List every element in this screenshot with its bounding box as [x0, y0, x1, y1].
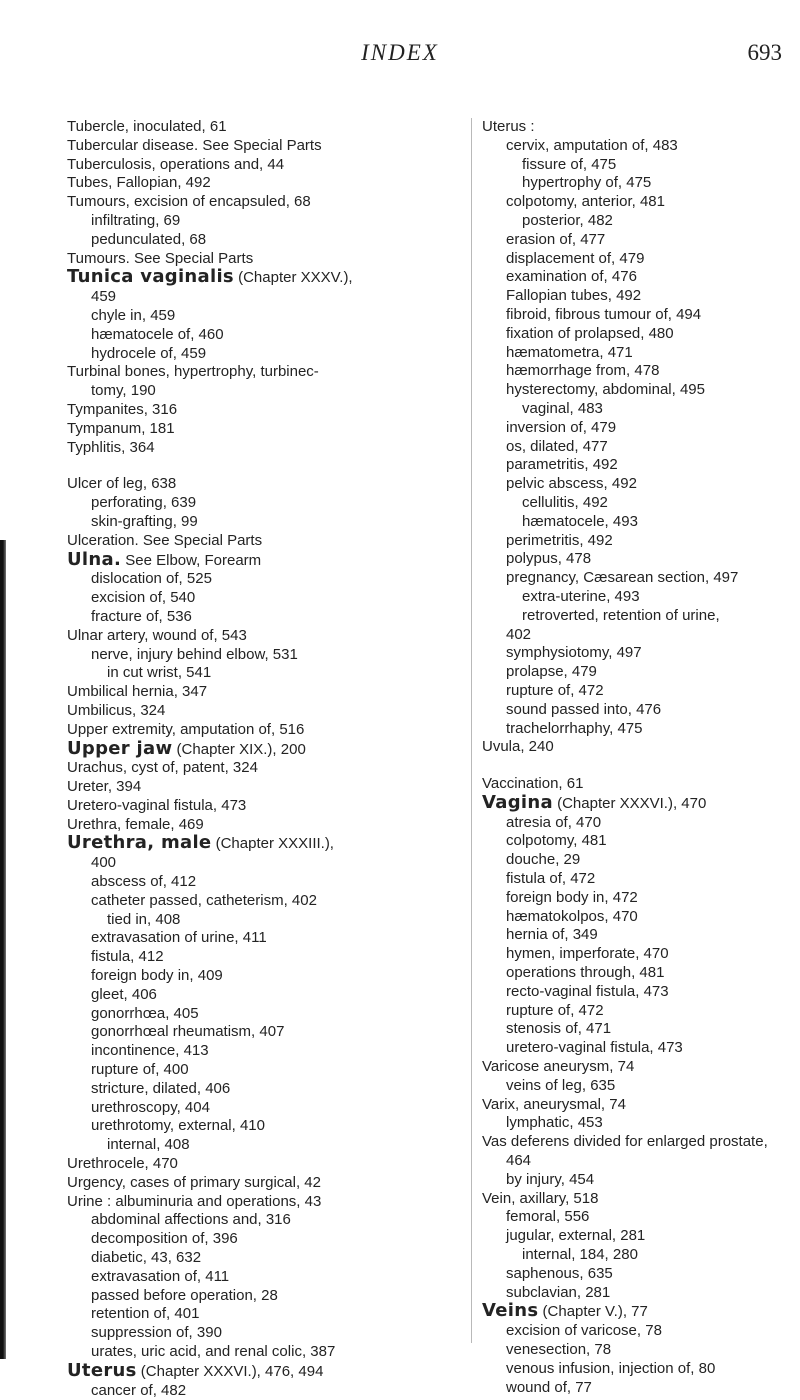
index-subentry: internal, 184, 280 — [522, 1246, 638, 1264]
index-subentry: jugular, external, 281 — [506, 1227, 646, 1245]
index-subentry: fistula of, 472 — [506, 870, 596, 888]
index-entry: Tympanites, 316 — [67, 400, 178, 418]
index-entry: Tubercular disease. See Special Parts — [67, 136, 322, 154]
index-heading-detail: (Chapter XXXV.), — [233, 269, 353, 287]
index-entry: Vas deferens divided for enlarged prostate, — [482, 1133, 768, 1151]
index-heading-detail: (Chapter XIX.), 200 — [172, 740, 306, 758]
index-subentry: foreign body in, 472 — [506, 888, 638, 906]
index-subentry: gonorrhœa, 405 — [91, 1004, 199, 1022]
index-entry: Urethrocele, 470 — [67, 1155, 178, 1173]
index-subentry: infiltrating, 69 — [91, 211, 181, 229]
index-subentry: urethrotomy, external, 410 — [91, 1117, 265, 1135]
index-subentry: excision of, 540 — [91, 589, 196, 607]
index-subentry: tomy, 190 — [91, 382, 156, 400]
index-heading-detail: See Elbow, Forearm — [121, 551, 262, 569]
index-subentry: 459 — [91, 288, 117, 306]
index-subentry: 402 — [506, 625, 532, 643]
index-subentry: posterior, 482 — [522, 211, 613, 229]
index-subentry: by injury, 454 — [506, 1170, 595, 1188]
index-subentry: pregnancy, Cæsarean section, 497 — [506, 569, 739, 587]
index-subentry: extravasation of, 411 — [91, 1267, 230, 1285]
index-subentry: fixation of prolapsed, 480 — [506, 324, 674, 342]
index-subentry: inversion of, 479 — [506, 418, 617, 436]
index-subentry: hæmatometra, 471 — [506, 343, 633, 361]
index-subentry: internal, 408 — [107, 1136, 190, 1154]
index-subentry: fissure of, 475 — [522, 155, 617, 173]
index-subentry: passed before operation, 28 — [91, 1286, 278, 1304]
index-subentry: hymen, imperforate, 470 — [506, 945, 669, 963]
index-subentry: prolapse, 479 — [506, 663, 597, 681]
index-subentry: perimetritis, 492 — [506, 531, 613, 549]
index-subentry: hysterectomy, abdominal, 495 — [506, 381, 705, 399]
index-subentry: rupture of, 472 — [506, 681, 604, 699]
index-subentry: abscess of, 412 — [91, 873, 197, 891]
index-subentry: perforating, 639 — [91, 494, 197, 512]
index-entry: Umbilicus, 324 — [67, 701, 166, 719]
index-subentry: displacement of, 479 — [506, 249, 645, 267]
index-subentry: cellulitis, 492 — [522, 493, 608, 511]
index-entry: Urine : albuminuria and operations, 43 — [67, 1192, 322, 1210]
index-entry: Uretero-vaginal fistula, 473 — [67, 796, 247, 814]
index-entry — [67, 834, 452, 854]
index-subentry: decomposition of, 396 — [91, 1230, 238, 1248]
index-subentry: veins of leg, 635 — [506, 1076, 616, 1094]
page-title: INDEX — [361, 40, 439, 65]
index-heading: Ulna. — [67, 548, 122, 570]
index-subentry: polypus, 478 — [506, 550, 592, 568]
index-entry: Urgency, cases of primary surgical, 42 — [67, 1173, 321, 1191]
index-entry: Uvula, 240 — [482, 738, 554, 756]
index-subentry: stricture, dilated, 406 — [91, 1079, 231, 1097]
index-subentry: erasion of, 477 — [506, 230, 606, 248]
index-subentry: urates, uric acid, and renal colic, 387 — [91, 1343, 336, 1360]
index-subentry: vaginal, 483 — [522, 399, 603, 417]
index-entry: Varicose aneurysm, 74 — [482, 1058, 635, 1076]
index-subentry: uretero-vaginal fistula, 473 — [506, 1039, 683, 1057]
index-subentry: gleet, 406 — [91, 985, 157, 1003]
index-entry: Urethra, female, 469 — [67, 815, 204, 833]
index-subentry: Fallopian tubes, 492 — [506, 287, 642, 305]
index-entry: Upper extremity, amputation of, 516 — [67, 720, 305, 738]
index-subentry: chyle in, 459 — [91, 306, 176, 324]
index-entry: Tubes, Fallopian, 492 — [67, 174, 211, 192]
index-entry: Uterus : — [482, 118, 535, 135]
page-header — [0, 40, 800, 70]
index-subentry: incontinence, 413 — [91, 1042, 209, 1060]
index-heading-detail: (Chapter XXXVI.), 470 — [552, 794, 707, 812]
index-heading: Upper jaw — [67, 737, 173, 759]
index-subentry: stenosis of, 471 — [506, 1020, 612, 1038]
index-subentry: saphenous, 635 — [506, 1264, 613, 1282]
page-edge-shadow — [0, 540, 6, 1359]
index-subentry: venous infusion, injection of, 80 — [506, 1359, 716, 1377]
index-entry: Tuberculosis, operations and, 44 — [67, 155, 285, 173]
index-subentry: excision of varicose, 78 — [506, 1322, 662, 1340]
index-subentry: pedunculated, 68 — [91, 230, 207, 248]
index-subentry: retroverted, retention of urine, — [522, 606, 720, 624]
index-entry: Vein, axillary, 518 — [482, 1189, 599, 1207]
index-subentry: pelvic abscess, 492 — [506, 475, 637, 493]
index-subentry: suppression of, 390 — [91, 1324, 222, 1342]
index-subentry: os, dilated, 477 — [506, 437, 608, 455]
index-column-right — [482, 118, 787, 1397]
index-subentry: recto-vaginal fistula, 473 — [506, 982, 669, 1000]
index-entry: Ulnar artery, wound of, 543 — [67, 626, 247, 644]
index-entry — [67, 268, 452, 288]
index-subentry: atresia of, 470 — [506, 813, 602, 831]
index-subentry: wound of, 77 — [506, 1378, 592, 1396]
index-subentry: fibroid, fibrous tumour of, 494 — [506, 305, 702, 323]
index-entry: Ulcer of leg, 638 — [67, 475, 177, 493]
index-heading: Tunica vaginalis — [67, 266, 234, 288]
index-subentry: subclavian, 281 — [506, 1283, 611, 1301]
index-subentry: extravasation of urine, 411 — [91, 929, 267, 947]
index-subentry: hydrocele of, 459 — [91, 344, 207, 362]
index-subentry: extra-uterine, 493 — [522, 587, 640, 605]
index-subentry: trachelorrhaphy, 475 — [506, 719, 643, 737]
index-subentry: hæmatokolpos, 470 — [506, 907, 638, 925]
index-subentry: gonorrhœal rheumatism, 407 — [91, 1023, 285, 1041]
index-subentry: catheter passed, catheterism, 402 — [91, 891, 317, 909]
index-subentry: tied in, 408 — [107, 910, 181, 928]
index-subentry: fistula, 412 — [91, 948, 164, 966]
index-heading: Veins — [482, 1300, 539, 1322]
index-subentry: douche, 29 — [506, 851, 581, 869]
index-subentry: skin-grafting, 99 — [91, 512, 198, 530]
index-subentry: examination of, 476 — [506, 268, 637, 286]
index-heading-detail: (Chapter XXXIII.), — [211, 835, 334, 853]
page-number: 693 — [747, 40, 782, 65]
index-entry — [67, 1359, 452, 1382]
index-entry: Tubercle, inoculated, 61 — [67, 118, 227, 135]
index-entry: Ureter, 394 — [67, 778, 142, 796]
index-entry: Tympanum, 181 — [67, 419, 175, 437]
index-subentry: rupture of, 400 — [91, 1061, 189, 1079]
index-heading-detail: (Chapter V.), 77 — [538, 1303, 648, 1321]
index-subentry: 400 — [91, 854, 117, 872]
index-subentry: venesection, 78 — [506, 1341, 612, 1358]
index-heading: Uterus — [67, 1359, 137, 1381]
index-subentry: nerve, injury behind elbow, 531 — [91, 645, 298, 663]
index-entry: Varix, aneurysmal, 74 — [482, 1095, 626, 1113]
index-entry — [67, 548, 452, 571]
index-subentry: fracture of, 536 — [91, 607, 192, 625]
index-entry: Urachus, cyst of, patent, 324 — [67, 759, 258, 777]
index-subentry: in cut wrist, 541 — [107, 664, 212, 682]
index-entry: Ulceration. See Special Parts — [67, 531, 263, 549]
index-subentry: rupture of, 472 — [506, 1001, 604, 1019]
index-entry: Typhlitis, 364 — [67, 438, 155, 456]
index-entry: Tumours, excision of encapsuled, 68 — [67, 193, 311, 211]
index-entry: Vaccination, 61 — [482, 775, 584, 793]
index-subentry: hæmatocele of, 460 — [91, 325, 224, 343]
index-subentry: urethroscopy, 404 — [91, 1098, 210, 1116]
index-subentry: femoral, 556 — [506, 1208, 590, 1226]
index-subentry: symphysiotomy, 497 — [506, 644, 642, 662]
index-column-left — [67, 118, 452, 1400]
index-subentry: cancer of, 482 — [91, 1381, 187, 1399]
index-subentry: lymphatic, 453 — [506, 1114, 603, 1132]
index-subentry: cervix, amputation of, 483 — [506, 136, 678, 154]
index-subentry: parametritis, 492 — [506, 456, 618, 474]
index-subentry: foreign body in, 409 — [91, 967, 223, 985]
index-subentry: abdominal affections and, 316 — [91, 1211, 291, 1229]
index-subentry: diabetic, 43, 632 — [91, 1249, 202, 1267]
index-entry: Tumours. See Special Parts — [67, 249, 254, 267]
index-heading: Urethra, male — [67, 832, 212, 854]
index-subentry: hæmorrhage from, 478 — [506, 362, 660, 380]
index-subentry: hernia of, 349 — [506, 926, 598, 944]
index-entry: Turbinal bones, hypertrophy, turbinec- — [67, 363, 319, 381]
index-subentry: dislocation of, 525 — [91, 570, 212, 588]
index-subentry: operations through, 481 — [506, 964, 665, 982]
column-divider — [471, 118, 472, 1343]
index-subentry: hypertrophy of, 475 — [522, 174, 652, 192]
index-entry — [67, 737, 452, 760]
index-subentry: sound passed into, 476 — [506, 700, 662, 718]
index-subentry: colpotomy, anterior, 481 — [506, 193, 665, 211]
index-heading-detail: (Chapter XXXVI.), 476, 494 — [136, 1362, 324, 1380]
index-entry — [482, 791, 787, 814]
index-heading: Vagina — [482, 791, 553, 813]
index-subentry: 464 — [506, 1152, 532, 1170]
index-entry — [482, 1302, 787, 1322]
index-subentry: retention of, 401 — [91, 1305, 200, 1323]
index-subentry: colpotomy, 481 — [506, 832, 607, 850]
index-entry: Umbilical hernia, 347 — [67, 683, 208, 701]
index-subentry: hæmatocele, 493 — [522, 512, 638, 530]
